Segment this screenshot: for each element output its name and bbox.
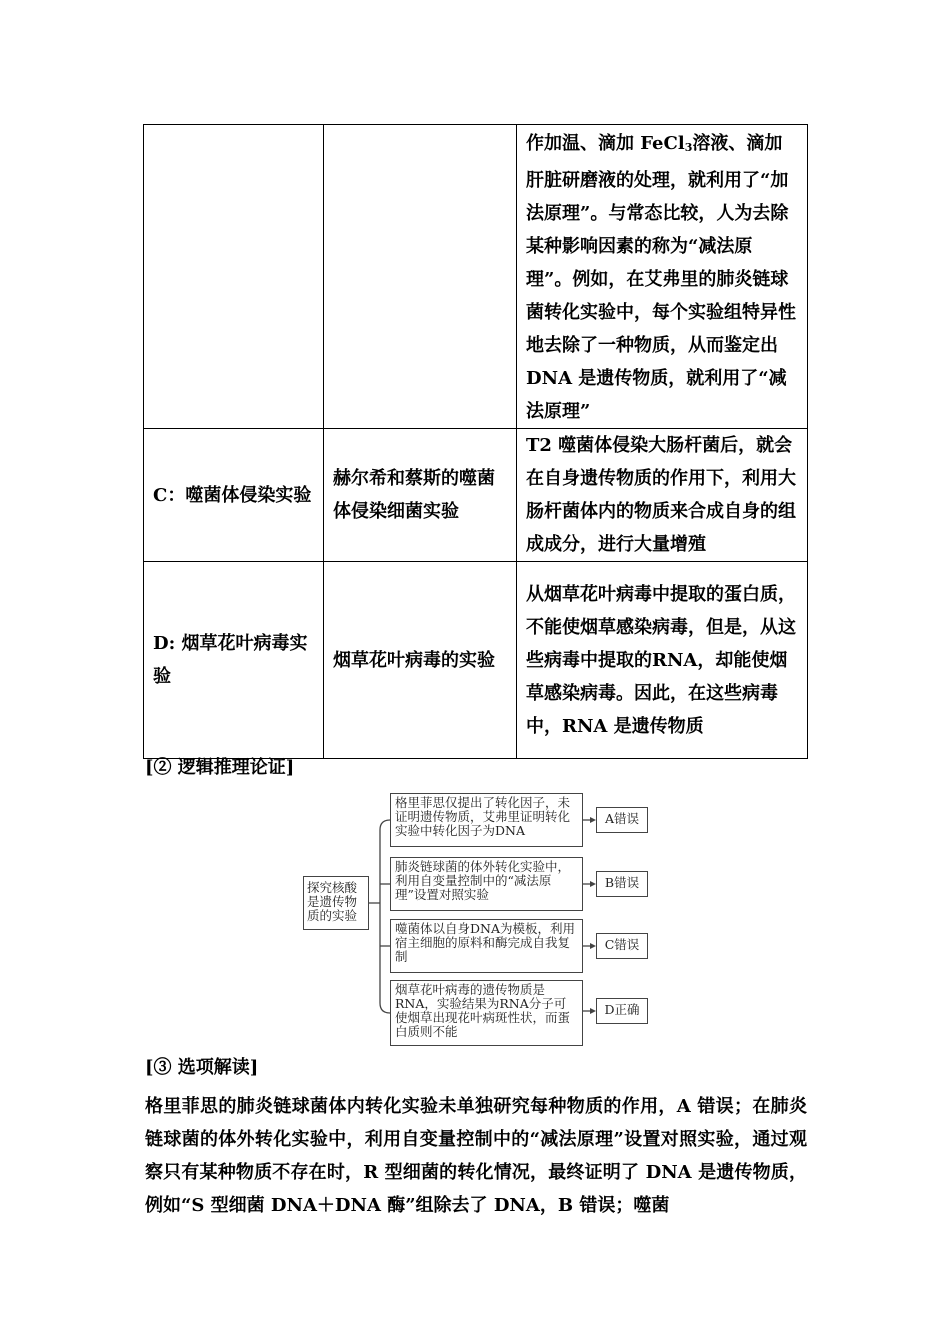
section-heading: [③ 选项解读] [145,1057,259,1078]
result-box: A错误 [596,807,648,833]
cell-text: 溶液、滴加肝脏研磨液的处理，就利用了“加法原理”。与常态比较，人为去除某种影响因素的称为“减法原理”。例如，在艾弗里的肺炎链球菌转化实验中，每个实验组特异性地去除了一种物质，从而鉴定出 DNA 是遗传物质，就利用了“减法原理” [526,133,796,422]
table-cell: 赫尔希和蔡斯的噬菌体侵染细菌实验 [324,429,517,562]
table-cell: C：噬菌体侵染实验 [144,429,324,562]
subscript: 3 [684,141,693,154]
table-cell [517,125,808,429]
table-cell: 从烟草花叶病毒中提取的蛋白质，不能使烟草感染病毒，但是，从这些病毒中提取的RNA，却能使烟草感染病毒。因此，在这些病毒中，RNA 是遗传物质 [517,562,808,759]
table-row [144,562,808,759]
table-row [144,125,808,429]
result-box: B错误 [596,871,648,897]
root-box: 探究核酸是遗传物质的实验 [303,876,369,930]
table-cell [324,125,517,429]
table-cell: T2 噬菌体侵染大肠杆菌后，就会在自身遗传物质的作用下，利用大肠杆菌体内的物质来合成自身的组成成分，进行大量增殖 [517,429,808,562]
reasoning-diagram [300,790,660,1050]
table-cell [144,125,324,429]
branch-box: 烟草花叶病毒的遗传物质是RNA，实验结果为RNA分子可使烟草出现花叶病斑性状，而蛋白质则不能 [390,980,583,1046]
table-cell: 烟草花叶病毒的实验 [324,562,517,759]
comparison-table [143,124,808,759]
table-row [144,429,808,562]
branch-box: 肺炎链球菌的体外转化实验中，利用自变量控制中的“减法原理”设置对照实验 [390,857,583,911]
cell-text: 作加温、滴加 FeCl [526,133,685,154]
body-paragraph: 格里菲思的肺炎链球菌体内转化实验未单独研究每种物质的作用，A 错误；在肺炎链球菌的体外转化实验中，利用自变量控制中的“减法原理”设置对照实验，通过观察只有某种物质不存在时，R 型细菌的转化情况，最终证明了 DNA 是遗传物质，例如“S 型细菌 DNA＋DNA 酶”组除去了 DNA，B 错误；噬菌 [145,1096,807,1216]
section-heading: [② 逻辑推理论证] [145,757,295,778]
table-cell: D: 烟草花叶病毒实验 [144,562,324,759]
branch-box: 格里菲思仅提出了转化因子，未证明遗传物质，艾弗里证明转化实验中转化因子为DNA [390,793,583,847]
branch-box: 噬菌体以自身DNA为模板，利用宿主细胞的原料和酶完成自我复制 [390,919,583,973]
result-box: D正确 [596,998,648,1024]
result-box: C错误 [596,933,648,959]
